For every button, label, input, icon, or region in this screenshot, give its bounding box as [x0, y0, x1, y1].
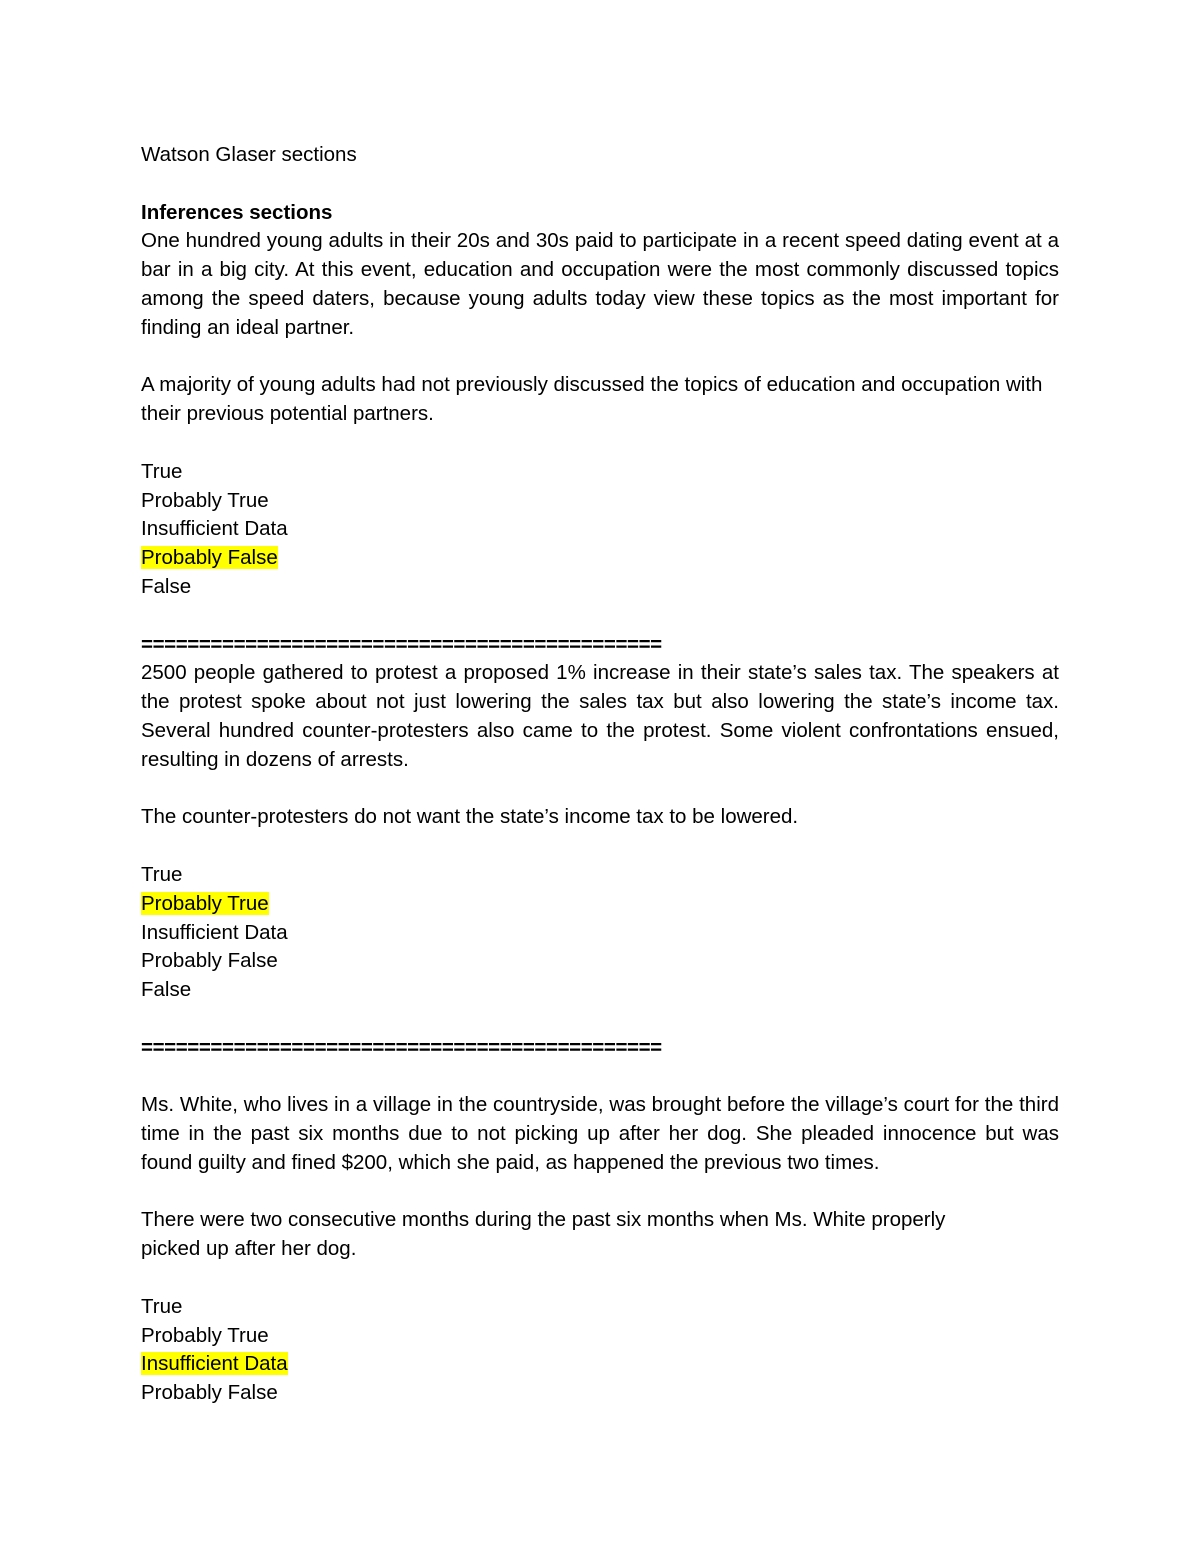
option-insufficient-data: Insufficient Data: [141, 517, 288, 541]
question-3-passage: Ms. White, who lives in a village in the countryside, was brought before the village’s court for the third time in the past six months due to not picking up after her dog. She pleaded innocence but was found guilty and fined $200, which she paid, as happened the previous two times.: [141, 1093, 1059, 1174]
separator: =============================================: [141, 1035, 662, 1059]
question-2-passage: 2500 people gathered to protest a proposed 1% increase in their state’s sales tax. The speakers at the protest spoke about not just lowering the sales tax but also lowering the state’s income tax. Several hundred counter-protesters also came to the protest. Some violent confrontations ensued, resulting in dozens of arrests.: [141, 661, 1059, 771]
option-true: True: [141, 459, 183, 483]
question-3-options: [141, 1293, 1059, 1408]
question-3-statement: There were two consecutive months during the past six months when Ms. White properly picked up after her dog.: [141, 1208, 946, 1261]
question-1-statement: A majority of young adults had not previously discussed the topics of education and occupation with their previous potential partners.: [141, 373, 1043, 426]
option-insufficient-data: Insufficient Data: [141, 920, 288, 944]
option-false: False: [141, 574, 192, 598]
option-true: True: [141, 862, 183, 886]
option-probably-true: [141, 890, 1059, 919]
question-1: [141, 227, 1059, 601]
spacer: [141, 170, 1059, 199]
question-2-options: [141, 861, 1059, 1005]
option-insufficient-data: [141, 1350, 1059, 1379]
option-probably-false: Probably False: [141, 1381, 278, 1405]
document-page: [141, 141, 1059, 1408]
question-3: [141, 1091, 1059, 1408]
question-2: [141, 659, 1059, 1005]
option-probably-false: Probably False: [141, 949, 278, 973]
document-title: Watson Glaser sections: [141, 143, 357, 166]
option-probably-false: [141, 544, 1059, 573]
separator: =============================================: [141, 632, 662, 656]
option-false: False: [141, 978, 192, 1002]
option-true: True: [141, 1294, 183, 1318]
option-probably-true: Probably True: [141, 1323, 269, 1347]
section-heading: Inferences sections: [141, 200, 333, 224]
highlighted-answer: Insufficient Data: [141, 1352, 288, 1376]
question-1-passage: One hundred young adults in their 20s and 30s paid to participate in a recent speed dating event at a bar in a big city. At this event, education and occupation were the most commonly discussed topics among the speed daters, because young adults today view these topics as the most important for finding an ideal partner.: [141, 229, 1059, 339]
option-probably-true: Probably True: [141, 488, 269, 512]
highlighted-answer: Probably False: [141, 546, 278, 570]
question-2-statement: The counter-protesters do not want the state’s income tax to be lowered.: [141, 805, 799, 829]
highlighted-answer: Probably True: [141, 891, 269, 915]
question-1-options: [141, 458, 1059, 602]
